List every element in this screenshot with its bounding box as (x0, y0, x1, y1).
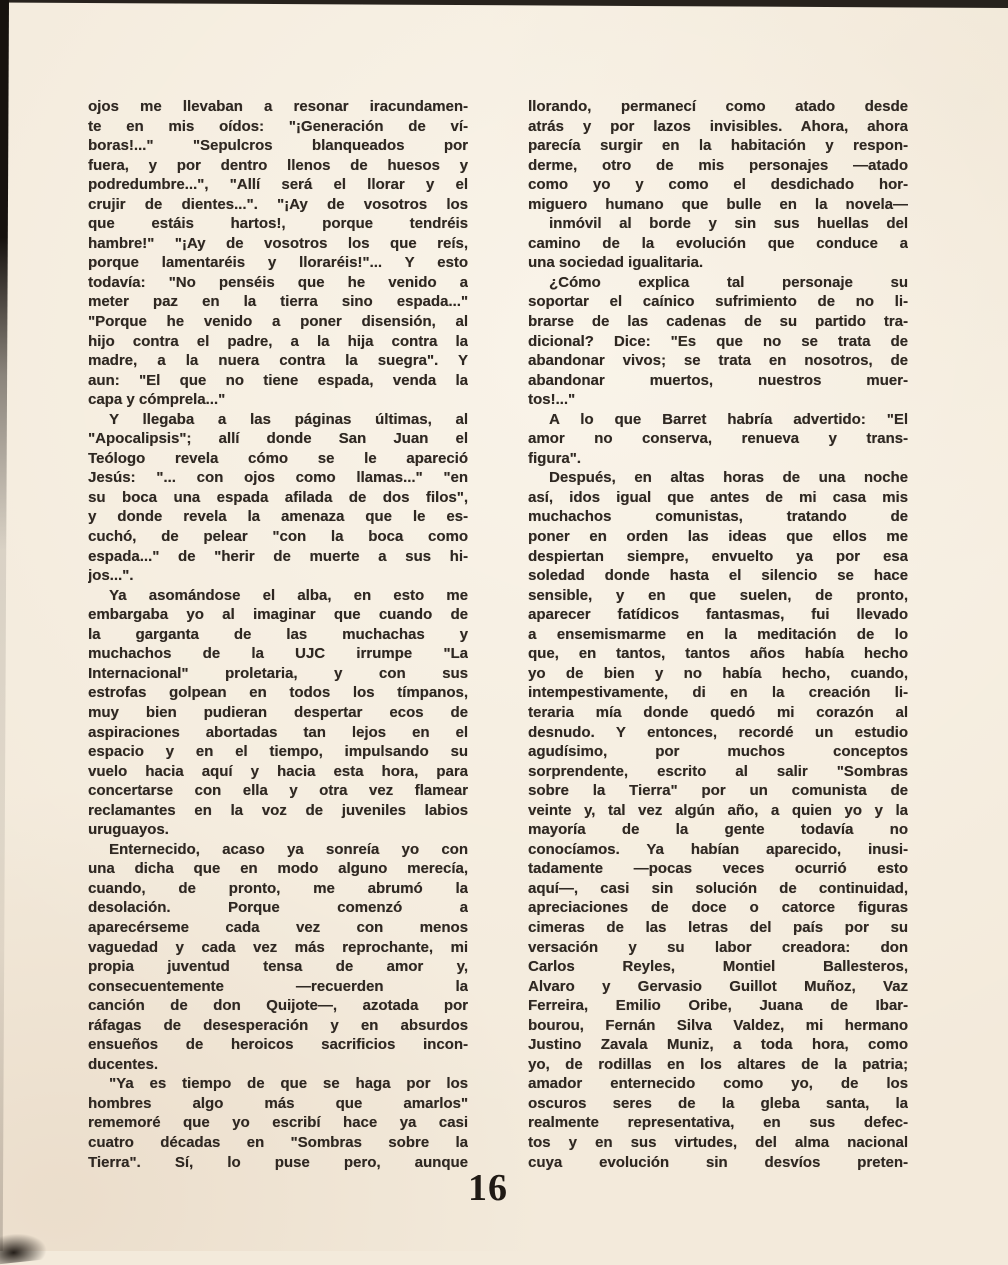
text-line: dicional? Dice: "Es que no se trata de (528, 332, 908, 350)
text-line: Teólogo revela cómo se le apareció (88, 449, 468, 467)
text-line: Alvaro y Gervasio Guillot Muñoz, Vaz (528, 977, 908, 995)
text-line: cuchó, de pelear "con la boca como (88, 528, 468, 546)
text-line: vuelo hacia aquí y hacia esta hora, para (88, 762, 468, 780)
text-column-left (88, 97, 468, 1172)
text-line: aun: "El que no tiene espada, venda la (88, 371, 468, 389)
text-line: Ya asomándose el alba, en esto me (109, 586, 468, 604)
text-line: muy bien pudieran despertar ecos de (88, 703, 468, 721)
text-line: Después, en altas horas de una noche (549, 469, 908, 487)
text-line: versación y su labor creadora: don (528, 938, 908, 956)
text-line: aparecer fatídicos fantasmas, fui llevado (528, 606, 908, 624)
text-line: fuera, y por dentro llenos de huesos y (88, 156, 468, 174)
text-line: concertarse con ella y otra vez flamear (88, 782, 468, 800)
text-line: llorando, permanecí como atado desde (528, 98, 908, 115)
text-line: una sociedad igualitaria. (528, 254, 704, 272)
text-line: cuatro décadas en "Sombras sobre la (88, 1133, 468, 1151)
text-line: cuando, de pronto, me abrumó la (88, 879, 468, 897)
text-line: desnudo. Y entonces, recordé un estudio (528, 723, 908, 741)
text-line: yo, de rodillas en los altares de la patria; (528, 1055, 908, 1073)
text-line: yo de bien y no había hecho, cuando, (528, 664, 908, 682)
text-line: tos!..." (528, 391, 576, 409)
text-line: meter paz en la tierra sino espada..." (88, 293, 468, 311)
text-line: una dicha que en modo alguno merecía, (88, 860, 468, 878)
text-line: que estáis hartos!, porque tendréis (88, 215, 468, 233)
text-line: su boca una espada afilada de dos filos", (88, 488, 468, 506)
text-line: intempestivamente, di en la creación li- (528, 684, 908, 702)
text-line: ¿Cómo explica tal personaje su (549, 273, 908, 291)
text-line: cimeras de las letras del país por su (528, 918, 908, 936)
text-line: vaguedad y cada vez más reprochante, mi (88, 938, 468, 956)
text-line: ojos me llevaban a resonar iracundamen- (88, 98, 468, 115)
text-line: derme, otro de mis personajes —atado (528, 156, 908, 174)
text-column-right (528, 97, 908, 1172)
text-line: boras!..." "Sepulcros blanqueados por (88, 137, 468, 155)
text-line: canción de don Quijote—, azotada por (88, 997, 468, 1015)
text-line: Carlos Reyles, Montiel Ballesteros, (528, 958, 908, 976)
text-line: sorprendente, escrito al salir "Sombras (528, 762, 908, 780)
text-line: propia juventud tensa de amor y, (88, 958, 468, 976)
text-line: muchachos de la UJC irrumpe "La (88, 645, 468, 663)
text-line: despiertan siempre, envuelto ya por esa (528, 547, 908, 565)
text-line: Tierra". Sí, lo puse pero, aunque (88, 1153, 468, 1171)
text-line: "Apocalipsis"; allí donde San Juan el (88, 430, 468, 448)
text-line: capa y cómprela..." (88, 391, 226, 409)
text-line: apreciaciones de doce o catorce figuras (528, 899, 908, 917)
text-line: la garganta de las muchachas y (88, 625, 468, 643)
text-line: jos...". (88, 567, 134, 585)
text-line: espacio y en el tiempo, impulsando su (88, 743, 468, 761)
text-line: hombres algo más que amarlos" (88, 1094, 468, 1112)
text-line: rememoré que yo escribí hace ya casi (88, 1114, 468, 1132)
text-line: amador enternecido como yo, de los (528, 1075, 908, 1093)
text-line: mayoría de la gente todavía no (528, 821, 908, 839)
text-line: Enternecido, acaso ya sonreía yo con (109, 840, 468, 858)
text-line: teraria mía donde quedó mi corazón al (528, 703, 908, 721)
text-line: así, idos igual que antes de mi casa mis (528, 488, 908, 506)
text-line: crujir de dientes...". "¡Ay de vosotros los (88, 195, 468, 213)
text-line: tadamente —pocas veces ocurrió esto (528, 860, 908, 878)
text-line: como yo y como el desdichado hor- (528, 176, 908, 194)
text-line: poner en orden las ideas que ellos me (528, 528, 908, 546)
text-line: realmente representativa, en sus defec- (528, 1114, 908, 1132)
text-line: atrás y por lazos invisibles. Ahora, ahora (528, 117, 908, 135)
text-line: oscuros seres de la gleba santa, la (528, 1094, 908, 1112)
text-line: bourou, Fernán Silva Valdez, mi hermano (528, 1016, 908, 1034)
text-line: que, en tantos, tantos años había hecho (528, 645, 908, 663)
text-line: conocíamos. Ya habían aparecido, inusi- (528, 840, 908, 858)
text-line: sobre la Tierra" por un comunista de (528, 782, 908, 800)
text-line: sensible, y en que suelen, de pronto, (528, 586, 908, 604)
text-line: cuya evolución sin desvíos preten- (528, 1153, 908, 1171)
text-line: Ferreira, Emilio Oribe, Juana de Ibar- (528, 997, 908, 1015)
text-line: "Ya es tiempo de que se haga por los (109, 1075, 468, 1093)
text-line: Jesús: "... con ojos como llamas..." "en (88, 469, 468, 487)
text-line: todavía: "No penséis que he venido a (88, 273, 468, 291)
text-line: madre, a la nuera contra la suegra". Y (88, 352, 468, 370)
text-line: a ensemismarme en la meditación de lo (528, 625, 908, 643)
text-line: A lo que Barret habría advertido: "El (549, 410, 908, 428)
text-line: porque lamentaréis y lloraréis!"... Y esto (88, 254, 468, 272)
text-line: soportar el caínico sufrimiento de no li- (528, 293, 908, 311)
text-line: miguero humano que bulle en la novela— (528, 195, 908, 213)
text-line: "Porque he venido a poner disensión, al (88, 313, 468, 331)
text-line: podredumbre...", "Allí será el llorar y el (88, 176, 468, 194)
text-line: veinte y, tal vez algún año, a quien yo y la (528, 801, 908, 819)
text-line: muchachos comunistas, tratando de (528, 508, 908, 526)
text-line: aquí—, casi sin solución de continuidad, (528, 879, 908, 897)
text-line: Y llegaba a las páginas últimas, al (109, 410, 468, 428)
text-line: Internacional" proletaria, y con sus (88, 664, 468, 682)
text-line: y donde revela la amenaza que le es- (88, 508, 468, 526)
text-line: aparecérseme cada vez con menos (88, 918, 468, 936)
text-line: reclamantes en la voz de juveniles labios (88, 801, 468, 819)
text-line: brarse de las cadenas de su partido tra- (528, 313, 908, 331)
text-line: camino de la evolución que conduce a (528, 234, 908, 252)
text-line: hijo contra el padre, a la hija contra la (88, 332, 468, 350)
text-line: Justino Zavala Muniz, a toda hora, como (528, 1036, 908, 1054)
text-line: abandonar muertos, nuestros muer- (528, 371, 908, 389)
text-line: estrofas golpean en todos los tímpanos, (88, 684, 468, 702)
text-line: inmóvil al borde y sin sus huellas del (549, 215, 908, 233)
text-line: desolación. Porque comenzó a (88, 899, 468, 917)
text-line: ensueños de heroicos sacrificios incon- (88, 1036, 468, 1054)
text-line: abandonar vivos; se trata en nosotros, de (528, 352, 908, 370)
text-line: figura". (528, 449, 581, 467)
text-line: agudísimo, por muchos conceptos (528, 743, 908, 761)
text-line: espada..." de "herir de muerte a sus hi- (88, 547, 468, 565)
text-line: amor no conserva, renueva y trans- (528, 430, 908, 448)
text-line: uruguayos. (88, 821, 169, 839)
text-line: parecía surgir en la habitación y respon- (528, 137, 908, 155)
text-line: hambre!" "¡Ay de vosotros los que reís, (88, 234, 468, 252)
text-line: ráfagas de desesperación y en absurdos (88, 1016, 468, 1034)
text-line: consecuentemente —recuerden la (88, 977, 468, 995)
page-number: 16 (468, 1167, 508, 1209)
text-line: tos y en sus virtudes, del alma nacional (528, 1133, 908, 1151)
scan-corner-smudge (0, 1221, 68, 1265)
text-line: ducentes. (88, 1055, 159, 1073)
text-line: soledad donde hasta el silencio se hace (528, 567, 908, 585)
text-line: te en mis oídos: "¡Generación de ví- (88, 117, 468, 135)
text-line: embargaba yo al imaginar que cuando de (88, 606, 468, 624)
text-line: aspiraciones abortadas tan lejos en el (88, 723, 468, 741)
